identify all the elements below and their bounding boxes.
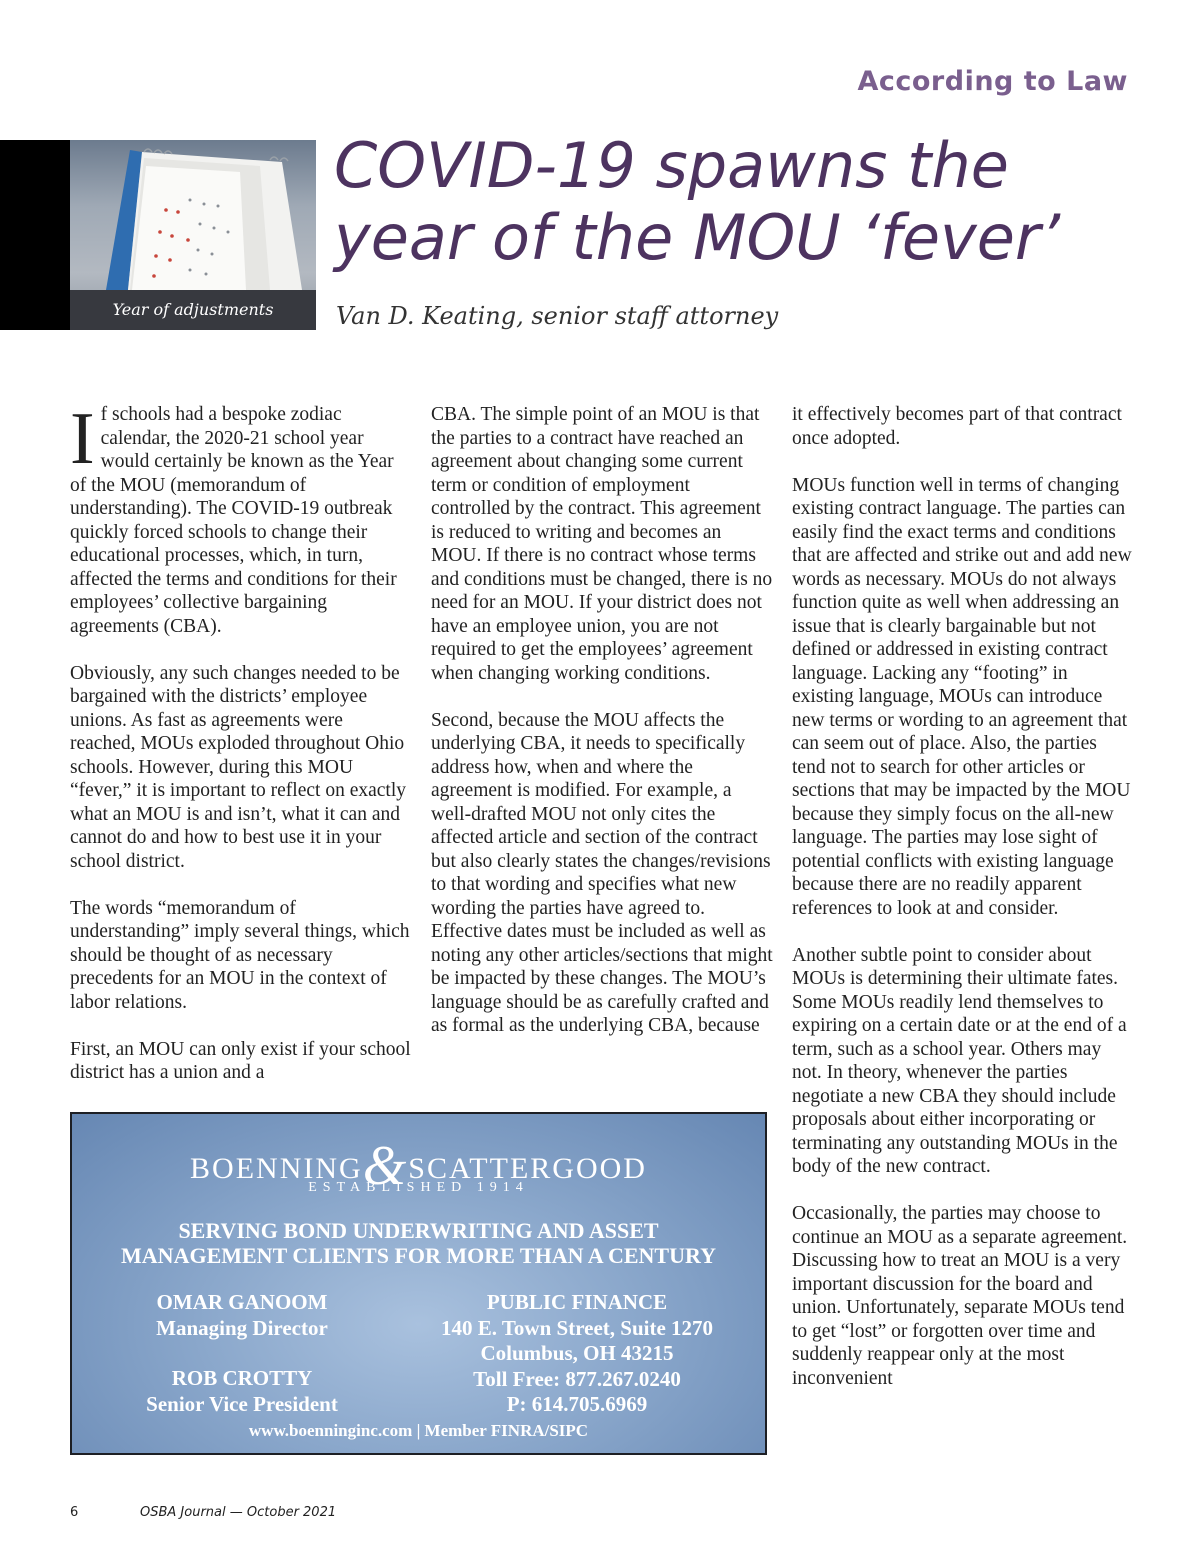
address-line-1: 140 E. Town Street, Suite 1270 [440, 1315, 714, 1340]
advertisement[interactable] [70, 1112, 767, 1455]
section-label: According to Law [857, 66, 1128, 97]
article-column-1 [70, 398, 412, 1085]
brand-name-right: SCATTERGOOD [408, 1152, 647, 1185]
tagline-line-2: MANAGEMENT CLIENTS FOR MORE THAN A CENTURY [121, 1243, 716, 1268]
ad-contacts-people [92, 1290, 392, 1417]
page-number: 6 [70, 1505, 79, 1520]
title-line-1: COVID-19 spawns the [334, 129, 1009, 202]
ad-website-link[interactable]: www.boenninginc.com | Member FINRA/SIPC [248, 1421, 589, 1440]
page-footer [70, 1505, 336, 1520]
ad-tagline [72, 1218, 765, 1268]
paragraph: CBA. The simple point of an MOU is that the parties to a contract have reached an agreement about changing some current term or condition of employment controlled by the contract. This agreement is reduced to writing and becomes an MOU. If there is no contract whose terms and conditions must be changed, there is no need for an MOU. If your district does not have an employee union, you are not required to get the employees’ agreement when changing working conditions. [431, 404, 773, 684]
paragraph: Second, because the MOU affects the underlying CBA, it needs to specifically address how, when and where the agreement is modified. For example, a well-drafted MOU not only cites the affected article and section of the contract but also clearly states the changes/revisions to that wording and specifies what new wording the parties have agreed to. Effective dates must be included as well as noting any other articles/sections that might be impacted by these changes. The MOU’s language should be as carefully crafted and as formal as the underlying CBA, because [431, 709, 773, 1036]
brand-ampersand: & [362, 1135, 409, 1197]
paragraph: Occasionally, the parties may choose to continue an MOU as a separate agreement. Discussing how to treat an MOU is a very important discussion for the board and union. Unfortunately, separate MOUs tend to get “lost” or forgotten over time and suddenly reappear only at the most inconvenient [792, 1203, 1128, 1389]
paragraph [70, 398, 412, 638]
paragraph: MOUs function well in terms of changing existing contract language. The parties can easily find the exact terms and conditions that are affected and strike out and add new words as necessary. MOUs do not always function quite as well when addressing an issue that is clearly bargainable but not defined or addressed in existing contract language. Lacking any “footing” in existing language, MOUs can introduce new terms or wording to an agreement that can seem out of place. Also, the parties tend not to search for other articles or sections that may be impacted by the MOU because they simply focus on the all-new language. The parties may lose sight of potential conflicts with existing language because there are no readily apparent references to look at and consider. [792, 474, 1132, 919]
ad-established: ESTABLISHED 1914 [308, 1180, 529, 1195]
paragraph: The words “memorandum of understanding” imply several things, which should be thought of as necessary precedents for an MOU in the context of labor relations. [70, 897, 410, 1013]
drop-cap: I [70, 398, 95, 480]
address-line-2: Columbus, OH 43215 [480, 1341, 674, 1365]
calendar-photo [70, 140, 316, 330]
contact-title: Managing Director [156, 1315, 328, 1340]
paragraph: Another subtle point to consider about MOUs is determining their ultimate fates. Some MOUs readily lend themselves to expiring on a certain date or at the end of a term, such as a school year. Others may not. In theory, whenever the parties negotiate a new CBA they should include proposals about either incorporating or terminating any outstanding MOUs in the body of the new contract. [792, 944, 1127, 1177]
contact-name: ROB CROTTY [171, 1366, 313, 1390]
spacer [92, 1341, 392, 1366]
black-tab [0, 140, 70, 330]
toll-free-phone: Toll Free: 877.267.0240 [473, 1366, 681, 1391]
journal-issue: OSBA Journal — October 2021 [140, 1505, 337, 1520]
phone: P: 614.705.6969 [506, 1392, 648, 1416]
ad-contacts-office [402, 1290, 752, 1418]
paragraph: Obviously, any such changes needed to be bargained with the districts’ employee unions. As fast as agreements were reached, MOUs exploded throughout Ohio schools. However, during this MOU “fever,” it is important to reflect on exactly what an MOU is and isn’t, what it can and cannot do and how to best use it in your school district. [70, 662, 406, 872]
byline: Van D. Keating, senior staff attorney [336, 302, 779, 330]
contact-name: OMAR GANOOM [156, 1290, 328, 1314]
paragraph: First, an MOU can only exist if your school district has a union and a [70, 1038, 411, 1083]
contact-title: Senior Vice President [146, 1391, 338, 1416]
paragraph: it effectively becomes part of that contract once adopted. [792, 404, 1122, 449]
photo-caption: Year of adjustments [70, 290, 316, 330]
paragraph-text: f schools had a bespoke zodiac calendar, the 2020-21 school year would certainly be known as the Year of the MOU (memorandum of understanding). The COVID-19 outbreak quickly forced schools to change their educational processes, which, in turn, affected the terms and conditions for their employees’ collective bargaining agreements (CBA). [70, 404, 397, 637]
brand-name-left: BOENNING [190, 1152, 363, 1185]
department: PUBLIC FINANCE [486, 1290, 668, 1314]
article-column-3 [792, 403, 1134, 1390]
title-line-2: year of the MOU ‘fever’ [334, 201, 1061, 274]
tagline-line-1: SERVING BOND UNDERWRITING AND ASSET [178, 1218, 659, 1243]
article-title [334, 130, 1060, 274]
article-column-2 [431, 403, 773, 1038]
